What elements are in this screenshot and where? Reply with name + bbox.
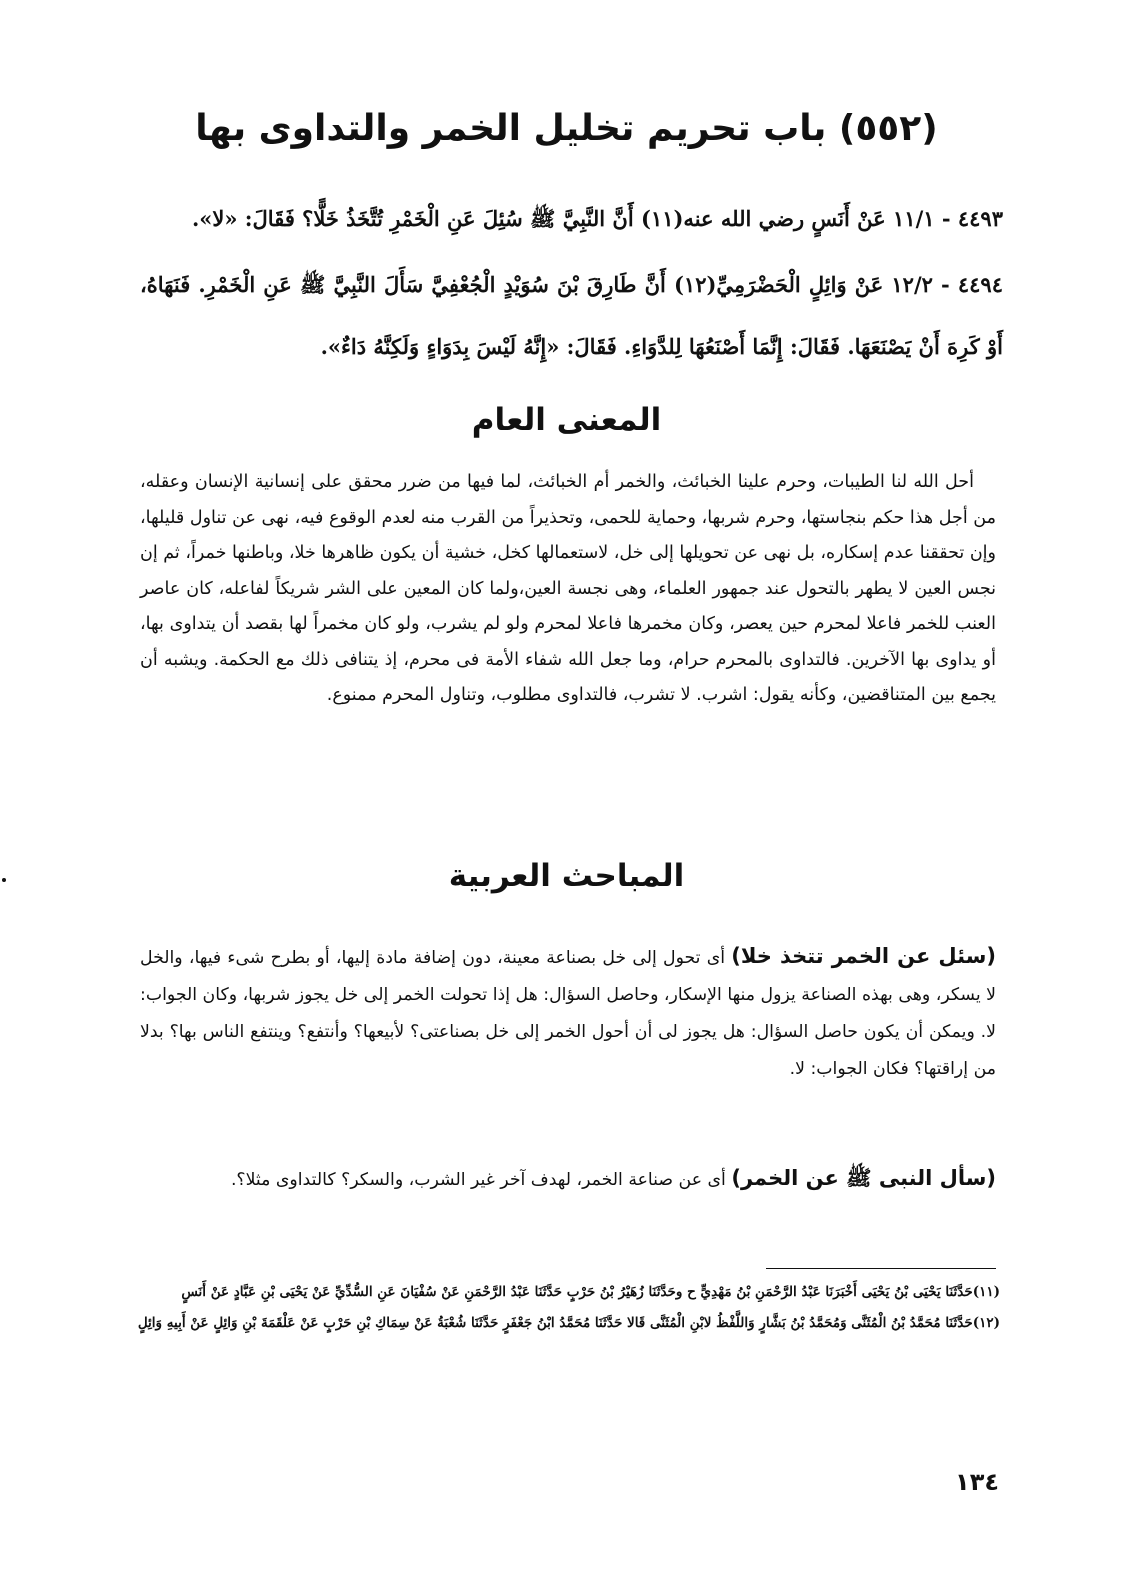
footnote-12: (١٢)حَدَّثَنَا مُحَمَّدُ بْنُ الْمُثَنَّى وَمُحَمَّدُ بْنُ بَشَّارٍ وَاللَّفْظُ لابْنِ الْمُثَنَّى قَالا حَدَّثَنَا مُحَمَّدُ ابْنُ جَعْفَرٍ حَدَّثَنَا شُعْبَةُ عَنْ سِمَاكِ بْنِ حَرْبٍ عَنْ عَلْقَمَةَ بْنِ وَائِلٍ عَنْ أَبِيهِ وَائِلٍ [137, 1315, 1000, 1331]
arabic-analysis-heading: المباحث العربية [448, 858, 685, 894]
analysis-item [140, 938, 996, 1088]
footnotes [135, 1280, 1000, 1342]
scan-speck [2, 878, 6, 882]
page-number: ١٣٤ [955, 1468, 999, 1496]
hadith-4494: ٤٤٩٤ - ١٢/٢ عَنْ وَائِلٍ الْحَضْرَمِيِّ(١٢) أَنَّ طَارِقَ بْنَ سُوَيْدٍ الْجُعْفِيَّ سَأَلَ النَّبِيَّ ﷺ عَنِ الْخَمْرِ. فَنَهَاهُ، أَوْ كَرِهَ أَنْ يَصْنَعَهَا. فَقَالَ: إِنَّمَا أَصْنَعُهَا لِلدَّوَاءِ. فَقَالَ: «إِنَّهُ لَيْسَ بِدَوَاءٍ وَلَكِنَّهُ دَاءٌ». [140, 272, 1003, 359]
general-meaning-paragraph: أحل الله لنا الطيبات، وحرم علينا الخبائث، والخمر أم الخبائث، لما فيها من ضرر محقق على إنسانية الإنسان وعقله، من أجل هذا حكم بنجاستها، وحرم شربها، وحماية للحمى، وتحذيراً من القرب منه لعدم الوقوع فيه، نهى عن تناول قليلها، وإن تحققنا عدم إسكاره، بل نهى عن تحويلها إلى خل، لاستعمالها كخل، خشية أن يكون ظاهرها خلا، وباطنها خمراً، ثم إن نجس العين لا يطهر بالتحول عند جمهور العلماء، وهى نجسة العين،ولما كان المعين على الشر شريكاً لفاعله، كان عاصر العنب للخمر فاعلا لمحرم حين يعصر، وكان مخمرها فاعلا لمحرم ولو لم يشرب، ولو كان مخمراً لها بقصد أن يتداوى بها، أو يداوى بها الآخرين. فالتداوى بالمحرم حرام، وما جعل الله شفاء الأمة فى محرم، إذ يتنافى ذلك مع الحكمة. ويشبه أن يجمع بين المتناقضين، وكأنه يقول: اشرب. لا تشرب، فالتداوى مطلوب، وتناول المحرم ممنوع. [140, 472, 996, 705]
hadith-4493: ٤٤٩٣ - ١١/١ عَنْ أَنَسٍ رضي الله عنه(١١) أَنَّ النَّبِيَّ ﷺ سُئِلَ عَنِ الْخَمْرِ تُتَّخَذُ خَلًّا؟ فَقَالَ: «لا». [191, 206, 1003, 231]
footnote-11: (١١)حَدَّثَنَا يَحْيَى بْنُ يَحْيَى أَخْبَرَنَا عَبْدُ الرَّحْمَنِ بْنُ مَهْدِيٍّ ح وحَدَّثَنَا زُهَيْرُ بْنُ حَرْبٍ حَدَّثَنَا عَبْدُ الرَّحْمَنِ عَنْ سُفْيَانَ عَنِ السُّدِّيِّ عَنْ يَحْيَى بْنِ عَبَّادٍ عَنْ أَنَسٍ [181, 1284, 1000, 1300]
footnote-divider [766, 1268, 996, 1269]
general-meaning-heading: المعنى العام [471, 402, 662, 438]
analysis-item [140, 1160, 996, 1199]
analysis-item-lead: (سأل النبى ﷺ عن الخمر) [731, 1166, 996, 1190]
analysis-item-text: أى عن صناعة الخمر، لهدف آخر غير الشرب، والسكر؟ كالتداوى مثلا؟. [230, 1170, 732, 1190]
chapter-title: (٥٥٢) باب تحريم تخليل الخمر والتداوى بها [195, 108, 938, 149]
analysis-item-text: أى تحول إلى خل بصناعة معينة، دون إضافة مادة إليها، أو بطرح شىء فيها، والخل لا يسكر، وهى بهذه الصناعة يزول منها الإسكار، وحاصل السؤال: هل إذا تحولت الخمر إلى خل يجوز شربها، وكان الجواب: لا. ويمكن أن يكون حاصل السؤال: هل يجوز لى أن أحول الخمر إلى خل بصناعتى؟ لأبيعها؟ وأنتفع؟ وينتفع الناس بها؟ بدلا من إراقتها؟ فكان الجواب: لا. [140, 948, 996, 1079]
analysis-item-lead: (سئل عن الخمر تتخذ خلا) [731, 944, 996, 968]
